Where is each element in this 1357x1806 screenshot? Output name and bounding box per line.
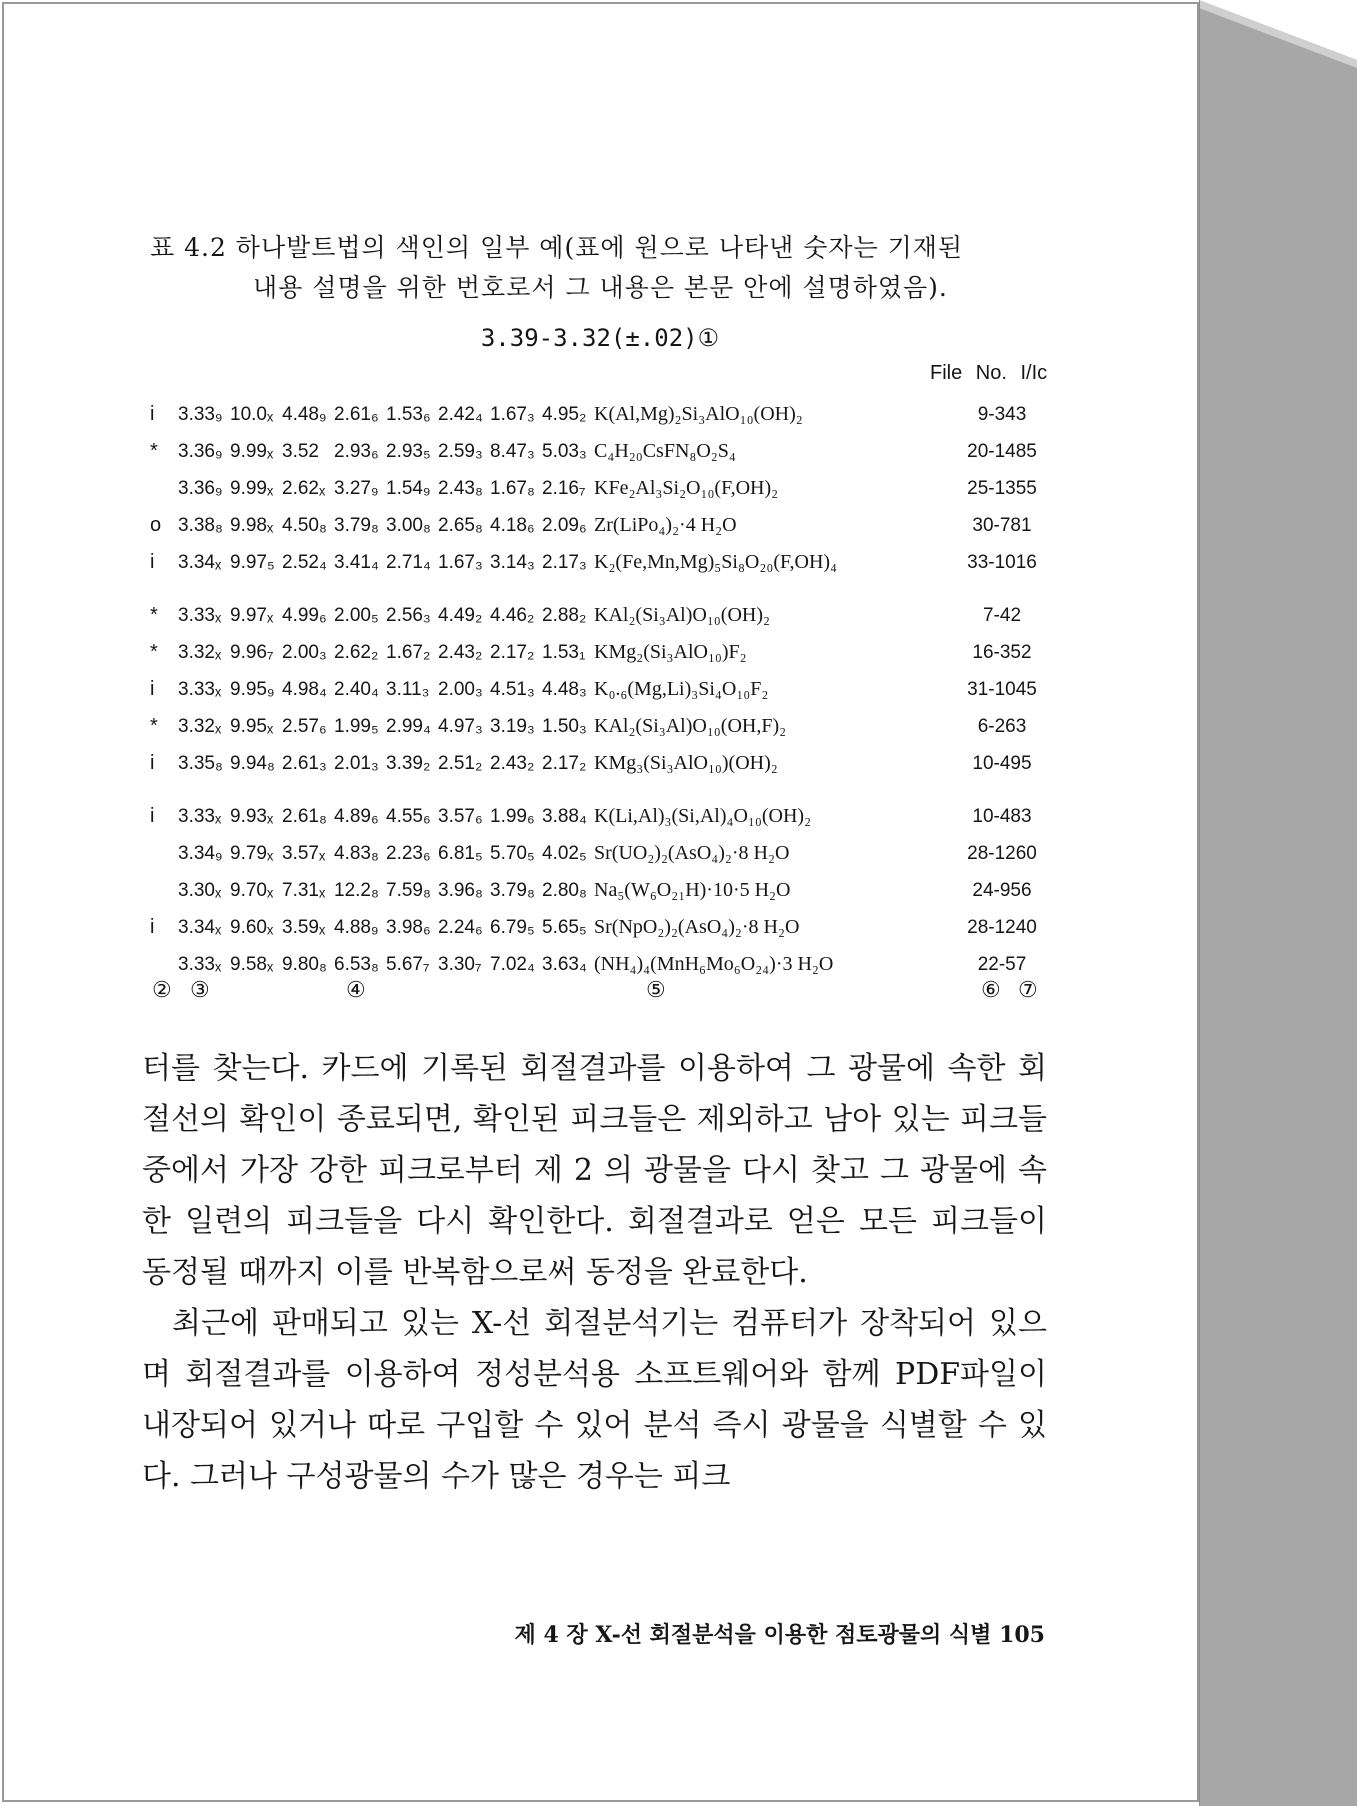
file-number: 25-1355 <box>967 477 1037 499</box>
d-spacing-value: 1.67₈ <box>490 477 535 499</box>
d-spacing-value: 3.79₈ <box>490 879 535 901</box>
d-spacing-value: 2.24₆ <box>438 916 483 938</box>
file-number: 6-263 <box>977 715 1027 737</box>
table-row <box>150 544 1062 581</box>
quality-mark: * <box>150 641 158 663</box>
ratio-header: I/Ic <box>1020 362 1048 384</box>
file-number: 9-343 <box>977 403 1027 425</box>
d-spacing-value: 3.41₄ <box>334 551 379 573</box>
d-spacing-value: 2.62₂ <box>334 641 379 663</box>
d-spacing-value: 8.47₃ <box>490 440 535 462</box>
d-spacing-value: 2.42₄ <box>438 403 483 425</box>
d-spacing-value: 12.2₈ <box>334 879 379 901</box>
d-spacing-value: 3.79₈ <box>334 514 379 536</box>
quality-mark <box>150 872 178 909</box>
table-row <box>150 507 1062 544</box>
chemical-formula: K(Li,Al)₃(Si,Al)₄O₁₀(OH)₂ <box>594 805 812 827</box>
d-spacing-value: 3.33ₓ <box>178 678 222 700</box>
d-spacing-value: 3.19₃ <box>490 715 535 737</box>
caption-line-2: 내용 설명을 위한 번호로서 그 내용은 본문 안에 설명하였음). <box>253 273 948 302</box>
d-spacing-value: 9.95₉ <box>230 678 275 700</box>
d-spacing-value: 2.23₆ <box>386 842 431 864</box>
marker-6: ⑥ <box>981 978 1001 1003</box>
marker-2: ② <box>152 978 172 1003</box>
d-spacing-value: 3.33ₓ <box>178 953 222 975</box>
d-spacing-value: 1.67₂ <box>386 641 431 663</box>
d-spacing-value: 2.57₆ <box>282 715 327 737</box>
d-spacing-value: 3.57ₓ <box>282 842 326 864</box>
d-spacing-value: 3.30₇ <box>438 953 482 975</box>
d-spacing-value: 7.59₈ <box>386 879 431 901</box>
table-row <box>150 745 1062 782</box>
d-spacing-value: 4.46₂ <box>490 604 535 626</box>
d-spacing-value: 4.89₆ <box>334 805 379 827</box>
d-spacing-value: 4.83₈ <box>334 842 379 864</box>
d-spacing-value: 5.70₅ <box>490 842 535 864</box>
quality-mark: i <box>150 403 155 425</box>
chemical-formula: (NH₄)₄(MnH₆Mo₆O₂₄)·3 H₂O <box>594 953 834 975</box>
d-spacing-value: 1.99₆ <box>490 805 535 827</box>
table-row <box>150 470 1062 507</box>
d-spacing-value: 4.99₆ <box>282 604 327 626</box>
d-spacing-value: 4.55₆ <box>386 805 431 827</box>
file-number: 10-495 <box>972 752 1032 774</box>
d-spacing-value: 4.02₅ <box>542 842 587 864</box>
d-spacing-value: 3.34ₓ <box>178 916 222 938</box>
quality-mark: i <box>150 752 155 774</box>
d-spacing-value: 1.67₃ <box>438 551 483 573</box>
paragraph-2: 최근에 판매되고 있는 X-선 회절분석기는 컴퓨터가 장착되어 있으며 회절결과를 이용하여 정성분석용 소프트웨어와 함께 PDF파일이 내장되어 있거나 따로 구입할 수 있어 분석 즉시 광물을 식별할 수 있다. 그러나 구성광물의 수가 많은 경우는 피크 <box>142 1306 1047 1494</box>
caption-line-1: 표 4.2 하나발트법의 색인의 일부 예(표에 원으로 나타낸 숫자는 기재된 <box>150 233 964 262</box>
file-number: 33-1016 <box>967 551 1037 573</box>
table-row <box>150 708 1062 745</box>
d-spacing-value: 2.00₃ <box>438 678 483 700</box>
d-spacing-value: 3.36₉ <box>178 440 223 462</box>
d-spacing-value: 3.34ₓ <box>178 551 222 573</box>
d-spacing-value: 2.00₅ <box>334 604 379 626</box>
d-spacing-value: 9.99ₓ <box>230 440 274 462</box>
column-markers <box>0 978 1200 1010</box>
quality-mark: * <box>150 604 158 626</box>
quality-mark: i <box>150 551 155 573</box>
d-spacing-value: 9.95ₓ <box>230 715 274 737</box>
d-spacing-value: 2.17₃ <box>542 551 587 573</box>
d-spacing-value: 3.57₆ <box>438 805 483 827</box>
d-spacing-value: 3.52 <box>282 440 319 462</box>
file-number: 22-57 <box>977 953 1027 975</box>
d-spacing-value: 9.99ₓ <box>230 477 274 499</box>
d-spacing-value: 2.80₈ <box>542 879 587 901</box>
d-spacing-value: 4.88₉ <box>334 916 379 938</box>
d-spacing-value: 4.48₃ <box>542 678 587 700</box>
d-spacing-value: 3.63₄ <box>542 953 587 975</box>
file-number: 30-781 <box>972 514 1032 536</box>
table-row <box>150 433 1062 470</box>
d-spacing-value: 2.16₇ <box>542 477 586 499</box>
d-spacing-value: 6.53₈ <box>334 953 379 975</box>
chemical-formula: Zr(LiPo₄)₂·4 H₂O <box>594 514 737 536</box>
chemical-formula: KAl₂(Si₃Al)O₁₀(OH)₂ <box>594 604 770 626</box>
marker-4: ④ <box>346 978 366 1003</box>
d-spacing-value: 4.95₂ <box>542 403 587 425</box>
d-spacing-value: 9.98ₓ <box>230 514 274 536</box>
d-spacing-value: 2.61₆ <box>334 403 379 425</box>
file-number: 16-352 <box>972 641 1032 663</box>
group-separator-cell <box>150 581 1062 597</box>
table-row <box>150 909 1062 946</box>
chemical-formula: KAl₂(Si₃Al)O₁₀(OH,F)₂ <box>594 715 787 737</box>
quality-mark: * <box>150 440 158 462</box>
table-row <box>150 872 1062 909</box>
d-spacing-value: 2.17₂ <box>490 641 535 663</box>
d-spacing-value: 3.59ₓ <box>282 916 326 938</box>
d-spacing-value: 2.65₈ <box>438 514 483 536</box>
d-spacing-value: 6.79₅ <box>490 916 535 938</box>
d-spacing-value: 2.61₈ <box>282 805 327 827</box>
d-spacing-value: 4.50₈ <box>282 514 327 536</box>
file-number: 31-1045 <box>967 678 1037 700</box>
d-spacing-value: 4.98₄ <box>282 678 327 700</box>
table-row <box>150 835 1062 872</box>
d-spacing-value: 1.67₃ <box>490 403 535 425</box>
d-spacing-value: 2.62ₓ <box>282 477 326 499</box>
file-number: 24-956 <box>972 879 1032 901</box>
d-spacing-value: 3.33₉ <box>178 403 223 425</box>
d-spacing-value: 9.70ₓ <box>230 879 274 901</box>
file-number: 28-1240 <box>967 916 1037 938</box>
d-spacing-value: 4.49₂ <box>438 604 483 626</box>
d-spacing-value: 5.65₅ <box>542 916 587 938</box>
marker-7: ⑦ <box>1018 978 1038 1003</box>
page-edge-shading <box>1199 0 1357 1806</box>
d-spacing-value: 3.38₈ <box>178 514 223 536</box>
d-spacing-value: 5.03₃ <box>542 440 587 462</box>
d-spacing-value: 3.39₂ <box>386 752 431 774</box>
d-spacing-value: 7.31ₓ <box>282 879 326 901</box>
quality-mark: i <box>150 805 155 827</box>
column-headers <box>930 362 1047 385</box>
quality-mark: i <box>150 678 155 700</box>
d-spacing-value: 9.80₈ <box>282 953 327 975</box>
d-spacing-value: 3.27₉ <box>334 477 379 499</box>
d-spacing-value: 3.30ₓ <box>178 879 222 901</box>
d-spacing-value: 2.51₂ <box>438 752 483 774</box>
d-spacing-value: 1.53₆ <box>386 403 431 425</box>
chemical-formula: Sr(NpO₂)₂(AsO₄)₂·8 H₂O <box>594 916 800 938</box>
group-separator <box>150 581 1062 597</box>
d-spacing-value: 2.17₂ <box>542 752 587 774</box>
d-spacing-value: 2.88₂ <box>542 604 587 626</box>
marker-5: ⑤ <box>646 978 666 1003</box>
d-spacing-value: 4.48₉ <box>282 403 327 425</box>
body-text <box>142 1043 1047 1502</box>
d-spacing-value: 9.96₇ <box>230 641 274 663</box>
chemical-formula: C₄H₂₀CsFN₈O₂S₄ <box>594 440 736 462</box>
d-spacing-value: 2.52₄ <box>282 551 327 573</box>
d-spacing-value: 9.97₅ <box>230 551 275 573</box>
chemical-formula: Na₅(W₆O₂₁H)·10·5 H₂O <box>594 879 791 901</box>
d-spacing-value: 2.61₃ <box>282 752 327 774</box>
marker-3: ③ <box>190 978 210 1003</box>
d-spacing-value: 9.93ₓ <box>230 805 274 827</box>
d-spacing-value: 9.97ₓ <box>230 604 274 626</box>
d-spacing-value: 9.60ₓ <box>230 916 274 938</box>
d-spacing-value: 1.53₁ <box>542 641 586 663</box>
file-number: 20-1485 <box>967 440 1037 462</box>
chemical-formula: KFe₂Al₃Si₂O₁₀(F,OH)₂ <box>594 477 779 499</box>
d-spacing-value: 3.00₈ <box>386 514 431 536</box>
d-spacing-value: 1.50₃ <box>542 715 587 737</box>
table-row <box>150 396 1062 433</box>
d-spacing-value: 2.43₂ <box>438 641 483 663</box>
quality-mark: o <box>150 514 162 536</box>
chemical-formula: KMg₂(Si₃AlO₁₀)F₂ <box>594 641 747 663</box>
d-spacing-value: 3.96₈ <box>438 879 483 901</box>
table-row <box>150 634 1062 671</box>
d-spacing-value: 7.02₄ <box>490 953 535 975</box>
hanawalt-index-table <box>150 396 1062 983</box>
d-spacing-value: 9.94₈ <box>230 752 275 774</box>
file-number: 10-483 <box>972 805 1032 827</box>
group-separator-cell <box>150 782 1062 798</box>
chemical-formula: K₂(Fe,Mn,Mg)₅Si₈O₂₀(F,OH)₄ <box>594 551 838 573</box>
table-caption <box>150 228 1050 308</box>
d-spacing-value: 3.32ₓ <box>178 715 222 737</box>
quality-mark <box>150 470 178 507</box>
chemical-formula: KMg₃(Si₃AlO₁₀)(OH)₂ <box>594 752 778 774</box>
page-footer: 제 4 장 X-선 회절분석을 이용한 점토광물의 식별 105 <box>514 1622 1045 1648</box>
d-spacing-value: 3.35₈ <box>178 752 223 774</box>
d-spacing-range-heading: 3.39-3.32(±.02)① <box>480 324 720 352</box>
d-spacing-value: 4.97₃ <box>438 715 483 737</box>
d-spacing-value: 1.54₉ <box>386 477 431 499</box>
group-separator <box>150 782 1062 798</box>
d-spacing-value: 1.99₅ <box>334 715 379 737</box>
table-row <box>150 798 1062 835</box>
d-spacing-value: 4.18₆ <box>490 514 535 536</box>
table-row <box>150 597 1062 634</box>
d-spacing-value: 3.14₃ <box>490 551 535 573</box>
file-number: 28-1260 <box>967 842 1037 864</box>
d-spacing-value: 9.58ₓ <box>230 953 274 975</box>
d-spacing-value: 4.51₃ <box>490 678 535 700</box>
d-spacing-value: 2.40₄ <box>334 678 379 700</box>
d-spacing-value: 10.0ₓ <box>230 403 274 425</box>
d-spacing-value: 3.32ₓ <box>178 641 222 663</box>
d-spacing-value: 2.00₃ <box>282 641 327 663</box>
quality-mark: i <box>150 916 155 938</box>
d-spacing-value: 2.59₃ <box>438 440 483 462</box>
d-spacing-value: 3.11₃ <box>386 678 430 700</box>
d-spacing-value: 9.79ₓ <box>230 842 274 864</box>
d-spacing-value: 3.36₉ <box>178 477 223 499</box>
d-spacing-value: 2.99₄ <box>386 715 431 737</box>
d-spacing-value: 3.33ₓ <box>178 805 222 827</box>
paragraph-1: 터를 찾는다. 카드에 기록된 회절결과를 이용하여 그 광물에 속한 회절선의 확인이 종료되면, 확인된 피크들은 제외하고 남아 있는 피크들 중에서 가장 강한 피크로부터 제 2 의 광물을 다시 찾고 그 광물에 속한 일련의 피크들을 다시 확인한다. 회절결과로 얻은 모든 피크들이 동정될 때까지 이를 반복함으로써 동정을 완료한다. <box>142 1051 1047 1290</box>
chemical-formula: Sr(UO₂)₂(AsO₄)₂·8 H₂O <box>594 842 790 864</box>
d-spacing-value: 3.98₆ <box>386 916 431 938</box>
quality-mark <box>150 835 178 872</box>
chemical-formula: K₀.₆(Mg,Li)₃Si₄O₁₀F₂ <box>594 678 769 700</box>
file-no-header: File No. <box>930 362 1007 384</box>
d-spacing-value: 2.09₆ <box>542 514 587 536</box>
d-spacing-value: 2.01₃ <box>334 752 379 774</box>
d-spacing-value: 3.33ₓ <box>178 604 222 626</box>
chemical-formula: K(Al,Mg)₂Si₃AlO₁₀(OH)₂ <box>594 403 803 425</box>
d-spacing-value: 6.81₅ <box>438 842 483 864</box>
d-spacing-value: 2.93₅ <box>386 440 431 462</box>
d-spacing-value: 2.93₆ <box>334 440 379 462</box>
d-spacing-value: 2.43₈ <box>438 477 483 499</box>
d-spacing-value: 5.67₇ <box>386 953 430 975</box>
d-spacing-value: 3.34₉ <box>178 842 223 864</box>
d-spacing-value: 2.56₃ <box>386 604 431 626</box>
file-number: 7-42 <box>982 604 1022 626</box>
d-spacing-value: 2.71₄ <box>386 551 431 573</box>
table-row <box>150 671 1062 708</box>
d-spacing-value: 2.43₂ <box>490 752 535 774</box>
d-spacing-value: 3.88₄ <box>542 805 587 827</box>
quality-mark: * <box>150 715 158 737</box>
